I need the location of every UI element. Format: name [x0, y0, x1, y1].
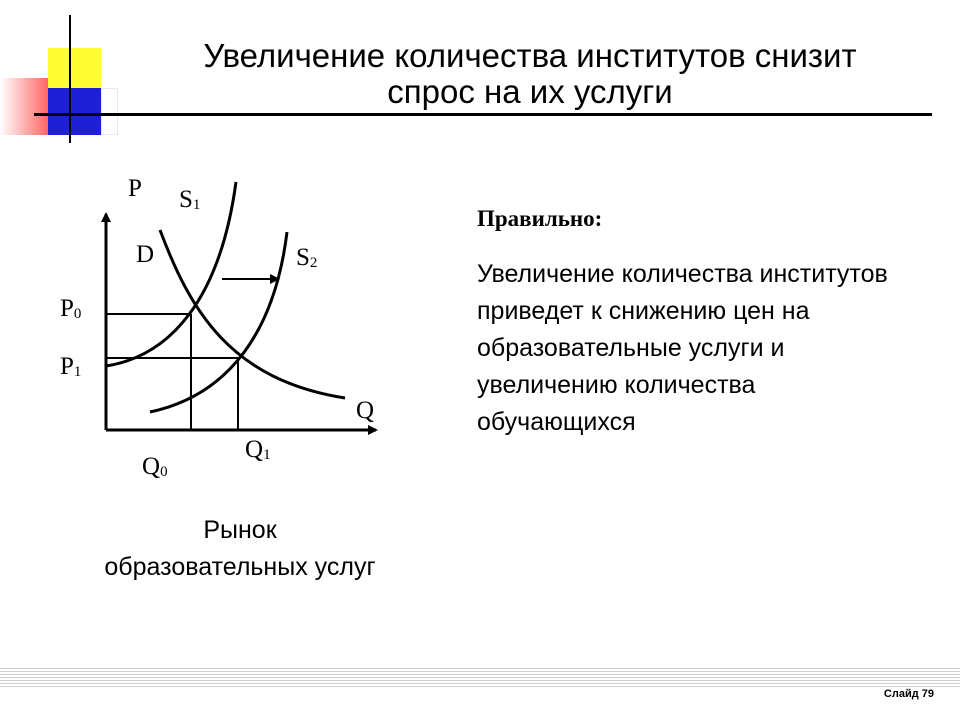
title-line-2: спрос на их услуги: [387, 73, 673, 110]
supply-curve-s1: [106, 182, 236, 366]
footer-bar: [0, 668, 960, 688]
slide-number: Слайд 79: [883, 688, 934, 700]
curve-label-s1: $S_1$: [179, 186, 201, 213]
curve-label-d: D: [136, 241, 155, 268]
title-line-1: Увеличение количества институтов снизит: [203, 37, 857, 74]
price-label-p1: $P_1$: [60, 353, 82, 380]
curve-label-s2: $S_2$: [296, 244, 318, 271]
price-label-p0: $P_0$: [60, 295, 82, 322]
axis-label-q: Q: [356, 397, 375, 424]
answer-body: Увеличение количества институтов приведет к снижению цен на образовательные услуги и увеличению количества обучающихся: [477, 260, 888, 436]
answer-heading: Правильно:: [477, 206, 603, 231]
quantity-label-q0: $Q_0$: [142, 453, 168, 480]
diagram-caption: Рынок образовательных услуг: [104, 516, 376, 581]
quantity-label-q1: $Q_1$: [245, 436, 271, 463]
axis-label-p: P: [128, 175, 142, 202]
